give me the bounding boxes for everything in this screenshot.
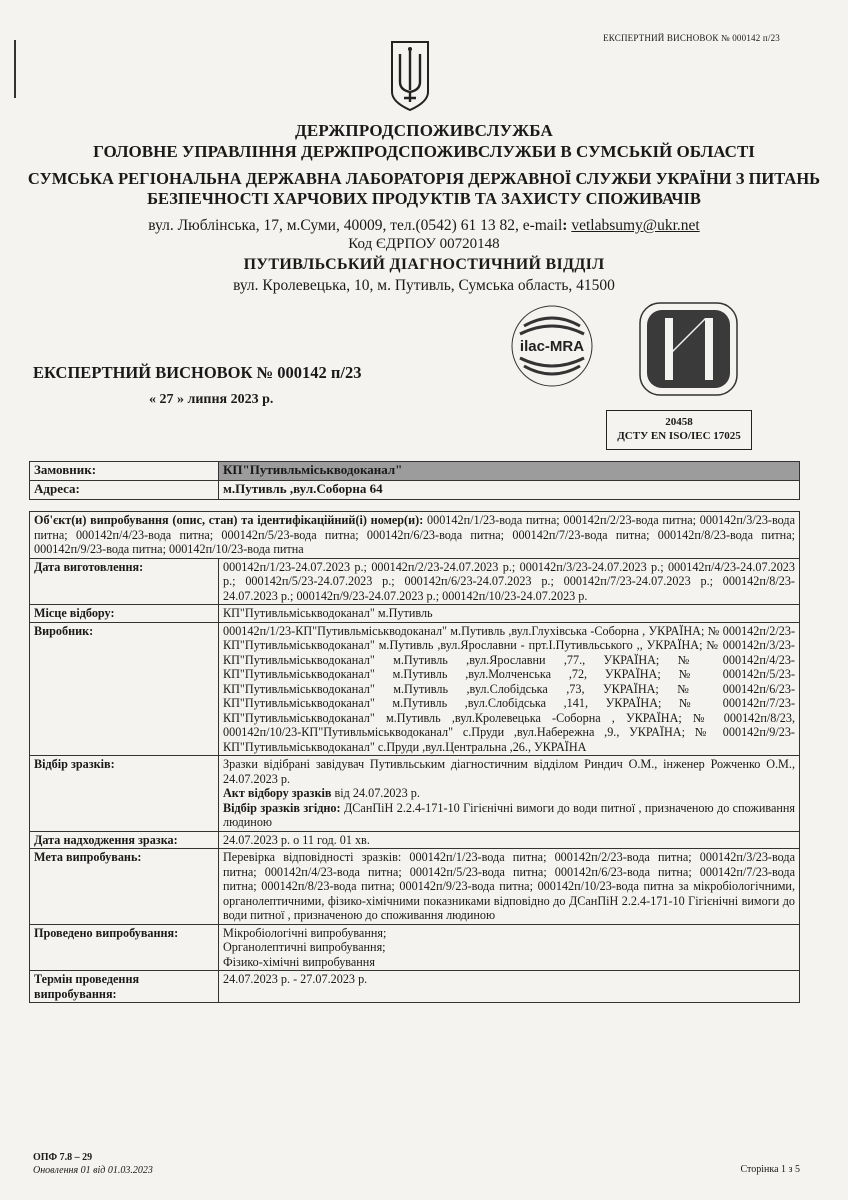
customer-value: КП"Путивльміськводоканал" — [219, 462, 800, 481]
dept-name: ПУТИВЛЬСЬКИЙ ДІАГНОСТИЧНИЙ ВІДДІЛ — [243, 256, 605, 273]
objects-value: 000142п/1/23-вода питна; 000142п/2/23-вода питна; 000142п/3/23-вода питна; 000142п/4/23-вода питна; 000142п/5/23-вода питна; 000142п/6/23-вода питна; 000142п/7/23-вода питна; 000142п/8/23-вода питна; 000142п/9/23-вода питна; 000142п/10/23-вода питна — [34, 513, 796, 556]
purpose-value: Перевірка відповідності зразків: 000142п/1/23-вода питна; 000142п/2/23-вода питна; 000142п/3/23-вода питна; 000142п/4/23-вода питна; 000142п/5/23-вода питна; 000142п/6/23-вода питна; 000142п/7/23-вода питна; 000142п/8/23-вода питна; 000142п/9/23-вода питна; 000142п/10/23-вода питна за мікробіологічними, органолептичними, фізико-хімічними показниками відповідно до ДСанПіН 2.2.4-171-10 Гігієнічні вимоги до води питної , призначеною до споживання людиною — [219, 849, 800, 925]
mfg-label: Дата виготовлення: — [30, 558, 219, 605]
dept-address: вул. Кролевецька, 10, м. Путивль, Сумська область, 41500 — [233, 277, 615, 294]
term-value: 24.07.2023 р. - 27.07.2023 р. — [219, 971, 800, 1003]
trident-emblem-icon — [389, 40, 431, 112]
table-row — [30, 481, 800, 500]
org-line-2: ГОЛОВНЕ УПРАВЛІННЯ ДЕРЖПРОДСПОЖИВСЛУЖБИ В СУМСЬКІЙ ОБЛАСТІ — [93, 142, 755, 161]
conducted-label: Проведено випробування: — [30, 924, 219, 971]
table-row — [30, 605, 800, 623]
accreditation-number: 20458 — [665, 416, 693, 428]
customer-label: Замовник: — [30, 462, 219, 481]
sampling-act: Акт відбору зразків від 24.07.2023 р. — [223, 786, 420, 800]
conducted-item: Органолептичні випробування; — [223, 940, 386, 954]
producer-label: Виробник: — [30, 622, 219, 756]
purpose-label: Мета випробувань: — [30, 849, 219, 925]
footer-form: ОПФ 7.8 – 29 — [33, 1152, 93, 1163]
conclusion-title: ЕКСПЕРТНИЙ ВИСНОВОК № 000142 п/23 — [33, 363, 362, 382]
email-link[interactable]: vetlabsumy@ukr.net — [571, 217, 700, 234]
sampling-cell — [219, 756, 800, 832]
org-address: вул. Люблінська, 17, м.Суми, 40009, тел.(0542) 61 13 82, e-mail: vetlabsumy@ukr.net — [148, 217, 700, 234]
table-row — [30, 756, 800, 832]
org-line-1: ДЕРЖПРОДСПОЖИВСЛУЖБА — [295, 121, 553, 140]
margin-mark — [14, 40, 16, 98]
place-label: Місце відбору: — [30, 605, 219, 623]
table-row — [30, 558, 800, 605]
ilac-mra-logo-icon — [508, 302, 596, 390]
accreditation-logo-icon — [639, 302, 738, 396]
table-row — [30, 924, 800, 971]
conducted-cell — [219, 924, 800, 971]
arrival-value: 24.07.2023 р. о 11 год. 01 хв. — [219, 831, 800, 849]
mfg-value: 000142п/1/23-24.07.2023 р.; 000142п/2/23-24.07.2023 р.; 000142п/3/23-24.07.2023 р.; 000142п/4/23-24.07.2023 р.; 000142п/5/23-24.07.2023 р.; 000142п/6/23-24.07.2023 р.; 000142п/7/23-24.07.2023 р.; 000142п/8/23-24.07.2023 р.; 000142п/9/23-24.07.2023 р.; 000142п/10/23-24.07.2023 р. — [219, 558, 800, 605]
table-row — [30, 512, 800, 559]
objects-label: Об'єкт(и) випробування (опис, стан) та ідентифікаційний(і) номер(и): — [34, 513, 424, 527]
conducted-item: Мікробіологічні випробування; — [223, 925, 387, 940]
org-code: Код ЄДРПОУ 00720148 — [348, 236, 500, 252]
table-row — [30, 849, 800, 925]
accreditation-standard: ДСТУ EN ISO/IEC 17025 — [617, 430, 741, 442]
table-row — [30, 971, 800, 1003]
conclusion-date: « 27 » липня 2023 р. — [149, 392, 274, 407]
arrival-label: Дата надходження зразка: — [30, 831, 219, 849]
table-row — [30, 831, 800, 849]
ilac-text: ilac-MRA — [519, 338, 585, 355]
footer-page: Сторінка 1 з 5 — [740, 1164, 800, 1175]
footer-update: Оновлення 01 від 01.03.2023 — [33, 1165, 153, 1176]
conducted-item: Фізико-хімічні випробування — [223, 954, 375, 969]
objects-cell — [30, 512, 800, 559]
sampling-value: Зразки відібрані завідувач Путивльським діагностичним відділом Риндич О.М., інженер Рожченко О.М., 24.07.2023 р. — [223, 757, 795, 786]
customer-table — [29, 461, 800, 500]
sampling-label: Відбір зразків: — [30, 756, 219, 832]
org-line-3: СУМСЬКА РЕГІОНАЛЬНА ДЕРЖАВНА ЛАБОРАТОРІЯ ДЕРЖАВНОЇ СЛУЖБИ УКРАЇНИ З ПИТАНЬ БЕЗПЕЧНОСТІ ХАРЧОВИХ ПРОДУКТІВ ТА ЗАХИСТУ СПОЖИВАЧІВ — [27, 169, 821, 208]
producer-value: 000142п/1/23-КП"Путивльміськводоканал" м.Путивль ,вул.Глухівська -Соборна , УКРАЇНА; № 000142п/2/23-КП"Путивльміськводоканал" м.Путивль ,вул.Ярославни - прт.І.Путивльського ,, УКРАЇНА; № 000142п/3/23-КП"Путивльміськводоканал" м.Путивль ,вул.Ярославни ,77., УКРАЇНА; № 000142п/4/23-КП"Путивльміськводоканал" м.Путивль ,вул.Молченська ,72, УКРАЇНА; № 000142п/5/23-КП"Путивльміськводоканал" м.Путивль ,вул.Слобідська ,73, УКРАЇНА; № 000142п/6/23-КП"Путивльміськводоканал" м.Путивль ,вул.Слобідська ,141, УКРАЇНА; № 000142п/7/23-КП"Путивльміськводоканал" м.Путивль ,вул.Кролевецька -Соборна , УКРАЇНА; № 000142п/8/23, 000142п/10/23-КП"Путивльміськводоканал" с.Пруди ,вул.Набережна ,9., УКРАЇНА; № 000142п/9/23-КП"Путивльміськводоканал" с.Пруди ,вул.Центральна ,26., УКРАЇНА — [219, 622, 800, 756]
place-value: КП"Путивльміськводоканал" м.Путивль — [219, 605, 800, 623]
address-label: Адреса: — [30, 481, 219, 500]
accreditation-box — [606, 410, 752, 450]
header-reference: ЕКСПЕРТНИЙ ВИСНОВОК № 000142 п/23 — [603, 33, 780, 43]
sampling-per: Відбір зразків згідно: ДСанПіН 2.2.4-171-10 Гігієнічні вимоги до води питної , призначеною до споживання людиною — [223, 800, 795, 829]
table-row — [30, 622, 800, 756]
term-label: Термін проведення випробування: — [30, 971, 219, 1003]
details-table — [29, 511, 800, 1003]
address-value: м.Путивль ,вул.Соборна 64 — [219, 481, 800, 500]
table-row — [30, 462, 800, 481]
